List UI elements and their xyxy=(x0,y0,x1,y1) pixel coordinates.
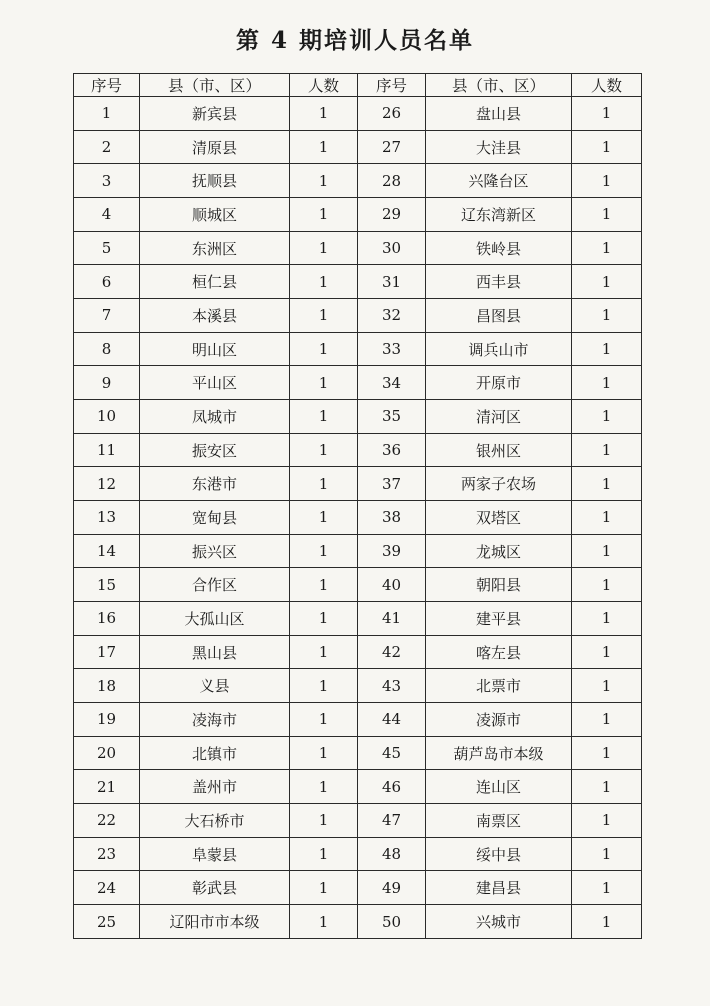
cell-index: 42 xyxy=(358,635,426,669)
cell-index: 3 xyxy=(74,164,140,198)
cell-county: 喀左县 xyxy=(426,635,572,669)
cell-county: 新宾县 xyxy=(140,97,290,131)
table-row xyxy=(74,467,642,501)
cell-county: 建昌县 xyxy=(426,871,572,905)
cell-county: 凌海市 xyxy=(140,703,290,737)
table-row xyxy=(74,400,642,434)
cell-count: 1 xyxy=(572,669,642,703)
cell-index: 39 xyxy=(358,534,426,568)
cell-count: 1 xyxy=(290,501,358,535)
cell-county: 盖州市 xyxy=(140,770,290,804)
cell-county: 南票区 xyxy=(426,804,572,838)
cell-county: 义县 xyxy=(140,669,290,703)
cell-county: 抚顺县 xyxy=(140,164,290,198)
cell-index: 49 xyxy=(358,871,426,905)
cell-county: 建平县 xyxy=(426,602,572,636)
cell-county: 双塔区 xyxy=(426,501,572,535)
cell-index: 4 xyxy=(74,198,140,232)
table-row xyxy=(74,635,642,669)
cell-count: 1 xyxy=(572,467,642,501)
cell-count: 1 xyxy=(572,231,642,265)
cell-index: 36 xyxy=(358,433,426,467)
cell-count: 1 xyxy=(572,837,642,871)
cell-index: 23 xyxy=(74,837,140,871)
cell-count: 1 xyxy=(572,265,642,299)
roster-table xyxy=(73,73,642,939)
cell-county: 清河区 xyxy=(426,400,572,434)
header-cell-county: 县（市、区） xyxy=(140,74,290,97)
header-cell-county: 县（市、区） xyxy=(426,74,572,97)
table-row xyxy=(74,905,642,939)
cell-count: 1 xyxy=(572,568,642,602)
cell-index: 19 xyxy=(74,703,140,737)
cell-count: 1 xyxy=(290,433,358,467)
cell-index: 28 xyxy=(358,164,426,198)
cell-county: 阜蒙县 xyxy=(140,837,290,871)
cell-county: 振安区 xyxy=(140,433,290,467)
cell-index: 14 xyxy=(74,534,140,568)
cell-index: 18 xyxy=(74,669,140,703)
cell-county: 龙城区 xyxy=(426,534,572,568)
header-cell-index: 序号 xyxy=(74,74,140,97)
cell-county: 开原市 xyxy=(426,366,572,400)
cell-county: 清原县 xyxy=(140,130,290,164)
cell-count: 1 xyxy=(572,198,642,232)
cell-index: 34 xyxy=(358,366,426,400)
table-row xyxy=(74,568,642,602)
table-row xyxy=(74,837,642,871)
cell-count: 1 xyxy=(290,736,358,770)
cell-county: 东港市 xyxy=(140,467,290,501)
cell-count: 1 xyxy=(572,366,642,400)
cell-count: 1 xyxy=(572,164,642,198)
table-row xyxy=(74,97,642,131)
cell-index: 9 xyxy=(74,366,140,400)
cell-index: 10 xyxy=(74,400,140,434)
cell-index: 30 xyxy=(358,231,426,265)
cell-county: 葫芦岛市本级 xyxy=(426,736,572,770)
cell-index: 2 xyxy=(74,130,140,164)
cell-index: 37 xyxy=(358,467,426,501)
cell-index: 45 xyxy=(358,736,426,770)
cell-index: 21 xyxy=(74,770,140,804)
cell-count: 1 xyxy=(572,299,642,333)
cell-count: 1 xyxy=(290,467,358,501)
cell-index: 50 xyxy=(358,905,426,939)
cell-index: 8 xyxy=(74,332,140,366)
cell-index: 17 xyxy=(74,635,140,669)
table-row xyxy=(74,231,642,265)
cell-count: 1 xyxy=(572,871,642,905)
cell-index: 44 xyxy=(358,703,426,737)
table-row xyxy=(74,501,642,535)
cell-county: 本溪县 xyxy=(140,299,290,333)
cell-count: 1 xyxy=(572,400,642,434)
cell-county: 北票市 xyxy=(426,669,572,703)
document-title: 第 4 期培训人员名单 xyxy=(235,27,475,54)
cell-county: 黑山县 xyxy=(140,635,290,669)
cell-index: 16 xyxy=(74,602,140,636)
table-row xyxy=(74,804,642,838)
cell-count: 1 xyxy=(572,770,642,804)
cell-county: 连山区 xyxy=(426,770,572,804)
cell-county: 辽阳市市本级 xyxy=(140,905,290,939)
cell-index: 27 xyxy=(358,130,426,164)
cell-county: 明山区 xyxy=(140,332,290,366)
header-cell-count: 人数 xyxy=(290,74,358,97)
cell-count: 1 xyxy=(290,669,358,703)
cell-count: 1 xyxy=(572,130,642,164)
cell-index: 22 xyxy=(74,804,140,838)
cell-county: 兴隆台区 xyxy=(426,164,572,198)
cell-county: 朝阳县 xyxy=(426,568,572,602)
cell-index: 46 xyxy=(358,770,426,804)
cell-county: 凌源市 xyxy=(426,703,572,737)
cell-index: 12 xyxy=(74,467,140,501)
cell-index: 25 xyxy=(74,905,140,939)
cell-county: 合作区 xyxy=(140,568,290,602)
cell-county: 银州区 xyxy=(426,433,572,467)
table-row xyxy=(74,332,642,366)
cell-county: 大孤山区 xyxy=(140,602,290,636)
table-row xyxy=(74,265,642,299)
cell-count: 1 xyxy=(572,332,642,366)
cell-index: 40 xyxy=(358,568,426,602)
header-cell-index: 序号 xyxy=(358,74,426,97)
cell-count: 1 xyxy=(572,703,642,737)
cell-count: 1 xyxy=(290,130,358,164)
cell-count: 1 xyxy=(572,602,642,636)
cell-county: 两家子农场 xyxy=(426,467,572,501)
cell-count: 1 xyxy=(290,198,358,232)
cell-count: 1 xyxy=(572,635,642,669)
cell-index: 38 xyxy=(358,501,426,535)
cell-index: 33 xyxy=(358,332,426,366)
cell-count: 1 xyxy=(290,602,358,636)
cell-county: 宽甸县 xyxy=(140,501,290,535)
cell-count: 1 xyxy=(572,905,642,939)
table-row xyxy=(74,534,642,568)
cell-count: 1 xyxy=(290,568,358,602)
cell-index: 6 xyxy=(74,265,140,299)
cell-count: 1 xyxy=(290,905,358,939)
cell-county: 绥中县 xyxy=(426,837,572,871)
cell-index: 24 xyxy=(74,871,140,905)
cell-index: 15 xyxy=(74,568,140,602)
cell-count: 1 xyxy=(290,804,358,838)
cell-county: 调兵山市 xyxy=(426,332,572,366)
table-row xyxy=(74,366,642,400)
cell-index: 7 xyxy=(74,299,140,333)
table-row xyxy=(74,433,642,467)
cell-count: 1 xyxy=(572,534,642,568)
cell-county: 振兴区 xyxy=(140,534,290,568)
table-row xyxy=(74,198,642,232)
table-row xyxy=(74,130,642,164)
header-cell-count: 人数 xyxy=(572,74,642,97)
table-row xyxy=(74,602,642,636)
table-row xyxy=(74,871,642,905)
cell-count: 1 xyxy=(572,736,642,770)
cell-index: 20 xyxy=(74,736,140,770)
cell-county: 昌图县 xyxy=(426,299,572,333)
cell-county: 辽东湾新区 xyxy=(426,198,572,232)
cell-county: 桓仁县 xyxy=(140,265,290,299)
cell-count: 1 xyxy=(290,231,358,265)
table-row xyxy=(74,164,642,198)
table-row xyxy=(74,299,642,333)
cell-index: 41 xyxy=(358,602,426,636)
cell-count: 1 xyxy=(290,265,358,299)
cell-count: 1 xyxy=(290,366,358,400)
cell-index: 13 xyxy=(74,501,140,535)
cell-county: 盘山县 xyxy=(426,97,572,131)
table-row xyxy=(74,703,642,737)
cell-county: 铁岭县 xyxy=(426,231,572,265)
cell-index: 35 xyxy=(358,400,426,434)
cell-count: 1 xyxy=(290,534,358,568)
table-row xyxy=(74,770,642,804)
cell-count: 1 xyxy=(290,770,358,804)
cell-index: 11 xyxy=(74,433,140,467)
cell-index: 48 xyxy=(358,837,426,871)
cell-county: 大洼县 xyxy=(426,130,572,164)
cell-count: 1 xyxy=(290,97,358,131)
cell-index: 1 xyxy=(74,97,140,131)
cell-county: 兴城市 xyxy=(426,905,572,939)
cell-count: 1 xyxy=(572,804,642,838)
cell-count: 1 xyxy=(572,97,642,131)
cell-count: 1 xyxy=(290,871,358,905)
cell-county: 凤城市 xyxy=(140,400,290,434)
cell-count: 1 xyxy=(290,332,358,366)
cell-count: 1 xyxy=(290,837,358,871)
cell-index: 31 xyxy=(358,265,426,299)
cell-county: 东洲区 xyxy=(140,231,290,265)
cell-count: 1 xyxy=(290,635,358,669)
cell-county: 西丰县 xyxy=(426,265,572,299)
cell-index: 29 xyxy=(358,198,426,232)
cell-county: 顺城区 xyxy=(140,198,290,232)
cell-county: 平山区 xyxy=(140,366,290,400)
cell-count: 1 xyxy=(572,433,642,467)
cell-count: 1 xyxy=(290,400,358,434)
cell-index: 26 xyxy=(358,97,426,131)
table-row xyxy=(74,669,642,703)
cell-count: 1 xyxy=(290,164,358,198)
cell-county: 北镇市 xyxy=(140,736,290,770)
cell-index: 32 xyxy=(358,299,426,333)
cell-index: 5 xyxy=(74,231,140,265)
header-row xyxy=(74,74,642,97)
cell-count: 1 xyxy=(290,299,358,333)
cell-index: 47 xyxy=(358,804,426,838)
cell-index: 43 xyxy=(358,669,426,703)
cell-county: 彰武县 xyxy=(140,871,290,905)
cell-count: 1 xyxy=(572,501,642,535)
cell-county: 大石桥市 xyxy=(140,804,290,838)
cell-count: 1 xyxy=(290,703,358,737)
table-row xyxy=(74,736,642,770)
